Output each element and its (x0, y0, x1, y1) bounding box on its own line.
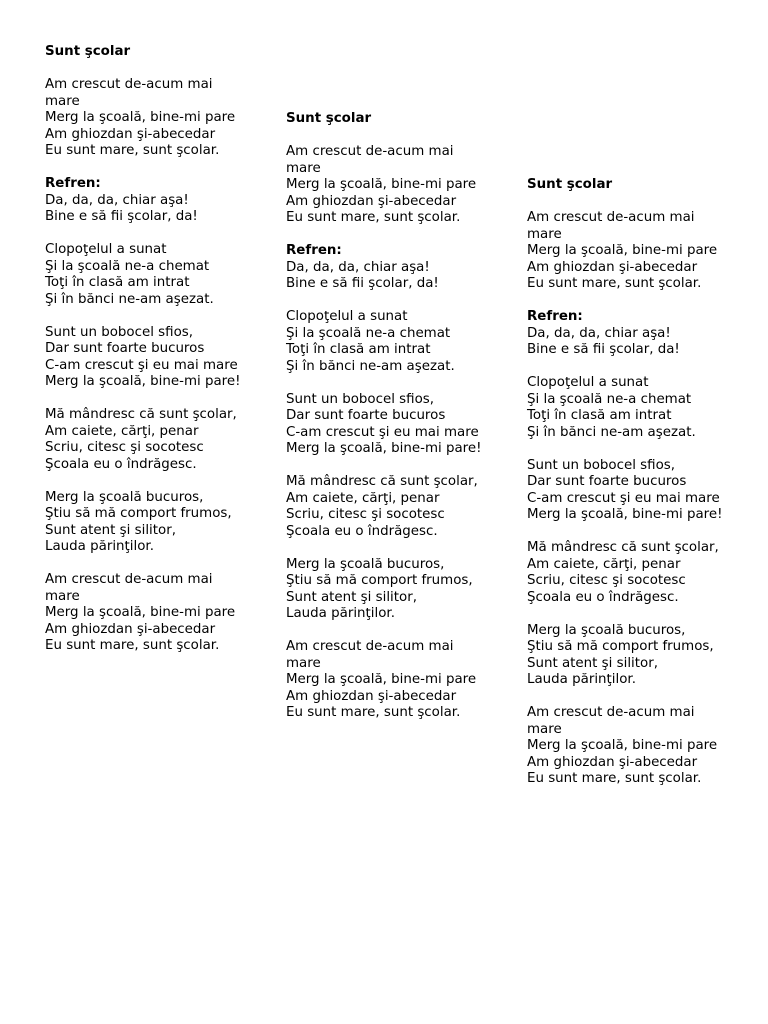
verse-line: Eu sunt mare, sunt şcolar. (286, 705, 461, 720)
stanza (45, 490, 245, 556)
verse-line: Am crescut de-acum mai mare (45, 572, 213, 604)
stanza (286, 243, 486, 293)
verse-line: Da, da, da, chiar aşa! (286, 259, 430, 275)
verse-line: Bine e să fii şcolar, da! (527, 342, 680, 357)
verse-line: Am caiete, cărţi, penar (45, 423, 199, 439)
stanza-list (45, 77, 245, 655)
poem-title: Sunt şcolar (286, 111, 372, 126)
verse-line: Şcoala eu o îndrăgesc. (45, 456, 197, 472)
verse-line: Bine e să fii şcolar, da! (45, 209, 198, 224)
verse-line: Merg la şcoală, bine-mi pare (45, 605, 236, 620)
verse-line: Lauda părinţilor. (527, 672, 636, 687)
stanza (45, 176, 245, 226)
stanza (527, 458, 727, 524)
stanza (45, 77, 245, 160)
verse-line: Da, da, da, chiar aşa! (45, 192, 189, 208)
verse-line: Merg la şcoală, bine-mi pare (286, 177, 477, 192)
verse-line: Sunt un bobocel sfios, (45, 324, 194, 340)
verse-line: Şcoala eu o îndrăgesc. (527, 589, 679, 605)
verse-line: Şcoala eu o îndrăgesc. (286, 523, 438, 539)
poem-title: Sunt şcolar (45, 44, 131, 59)
verse-line: Merg la şcoală bucuros, (45, 489, 204, 505)
verse-line: Merg la şcoală, bine-mi pare! (286, 441, 482, 456)
verse-line: Şi în bănci ne-am aşezat. (286, 358, 455, 374)
verse-line: Ştiu să mă comport frumos, (286, 573, 473, 588)
verse-line: Scriu, citesc şi socotesc (527, 573, 686, 588)
verse-line: Scriu, citesc şi socotesc (286, 507, 445, 522)
refrain-label: Refren: (45, 176, 101, 191)
verse-line: Am crescut de-acum mai mare (527, 705, 695, 737)
verse-line: Clopoţelul a sunat (286, 309, 408, 324)
stanza (45, 572, 245, 655)
stanza (527, 375, 727, 441)
verse-line: Merg la şcoală bucuros, (286, 556, 445, 572)
verse-line: Sunt atent şi silitor, (45, 522, 176, 538)
verse-line: Eu sunt mare, sunt şcolar. (527, 276, 702, 291)
poem-column-3 (527, 177, 727, 788)
verse-line: Merg la şcoală, bine-mi pare! (527, 507, 723, 522)
refrain-label: Refren: (286, 243, 342, 258)
verse-line: Am ghiozdan şi-abecedar (286, 688, 457, 704)
verse-line: Am ghiozdan şi-abecedar (45, 126, 216, 142)
verse-line: Am crescut de-acum mai mare (286, 639, 454, 671)
stanza (45, 242, 245, 308)
verse-line: Şi în bănci ne-am aşezat. (45, 291, 214, 307)
verse-line: Am ghiozdan şi-abecedar (527, 754, 698, 770)
verse-line: Sunt atent şi silitor, (286, 589, 417, 605)
stanza (45, 407, 245, 473)
verse-line: Şi la şcoală ne-a chemat (527, 391, 692, 407)
stanza (527, 705, 727, 788)
verse-line: Am crescut de-acum mai mare (527, 210, 695, 242)
verse-line: Eu sunt mare, sunt şcolar. (527, 771, 702, 786)
verse-line: Am crescut de-acum mai mare (286, 144, 454, 176)
verse-line: C-am crescut şi eu mai mare (286, 424, 479, 440)
stanza (286, 639, 486, 722)
verse-line: Mă mândresc că sunt şcolar, (286, 474, 478, 489)
verse-line: Merg la şcoală, bine-mi pare (527, 243, 718, 258)
verse-line: Merg la şcoală, bine-mi pare (527, 738, 718, 753)
stanza (286, 392, 486, 458)
verse-line: Şi în bănci ne-am aşezat. (527, 424, 696, 440)
verse-line: Mă mândresc că sunt şcolar, (45, 407, 237, 422)
verse-line: Da, da, da, chiar aşa! (527, 325, 671, 341)
verse-line: Am caiete, cărţi, penar (286, 490, 440, 506)
verse-line: Am ghiozdan şi-abecedar (286, 193, 457, 209)
stanza (286, 474, 486, 540)
poem-title: Sunt şcolar (527, 177, 613, 192)
verse-line: C-am crescut şi eu mai mare (45, 357, 238, 373)
verse-line: Toţi în clasă am intrat (45, 275, 190, 290)
verse-line: Am ghiozdan şi-abecedar (527, 259, 698, 275)
verse-line: Eu sunt mare, sunt şcolar. (45, 143, 220, 158)
stanza-list (527, 210, 727, 788)
stanza (286, 557, 486, 623)
verse-line: Am crescut de-acum mai mare (45, 77, 213, 109)
stanza-list (286, 144, 486, 722)
verse-line: Clopoţelul a sunat (527, 375, 649, 390)
verse-line: Toţi în clasă am intrat (286, 342, 431, 357)
stanza (527, 540, 727, 606)
stanza (286, 144, 486, 227)
verse-line: Lauda părinţilor. (286, 606, 395, 621)
poem-column-1 (45, 44, 245, 655)
verse-line: Merg la şcoală, bine-mi pare! (45, 374, 241, 389)
verse-line: Sunt un bobocel sfios, (286, 391, 435, 407)
verse-line: Eu sunt mare, sunt şcolar. (286, 210, 461, 225)
verse-line: Dar sunt foarte bucuros (527, 474, 687, 489)
verse-line: Mă mândresc că sunt şcolar, (527, 540, 719, 555)
stanza (45, 325, 245, 391)
verse-line: Dar sunt foarte bucuros (286, 408, 446, 423)
stanza (286, 309, 486, 375)
refrain-label: Refren: (527, 309, 583, 324)
verse-line: Merg la şcoală, bine-mi pare (45, 110, 236, 125)
verse-line: Eu sunt mare, sunt şcolar. (45, 638, 220, 653)
verse-line: Am caiete, cărţi, penar (527, 556, 681, 572)
verse-line: Bine e să fii şcolar, da! (286, 276, 439, 291)
stanza (527, 309, 727, 359)
verse-line: Ştiu să mă comport frumos, (527, 639, 714, 654)
poem-column-2 (286, 111, 486, 722)
verse-line: C-am crescut şi eu mai mare (527, 490, 720, 506)
verse-line: Merg la şcoală, bine-mi pare (286, 672, 477, 687)
stanza (527, 210, 727, 293)
verse-line: Şi la şcoală ne-a chemat (286, 325, 451, 341)
verse-line: Merg la şcoală bucuros, (527, 622, 686, 638)
verse-line: Am ghiozdan şi-abecedar (45, 621, 216, 637)
verse-line: Toţi în clasă am intrat (527, 408, 672, 423)
stanza (527, 623, 727, 689)
verse-line: Sunt atent şi silitor, (527, 655, 658, 671)
verse-line: Ştiu să mă comport frumos, (45, 506, 232, 521)
verse-line: Lauda părinţilor. (45, 539, 154, 554)
verse-line: Clopoţelul a sunat (45, 242, 167, 257)
verse-line: Şi la şcoală ne-a chemat (45, 258, 210, 274)
verse-line: Sunt un bobocel sfios, (527, 457, 676, 473)
verse-line: Scriu, citesc şi socotesc (45, 440, 204, 455)
verse-line: Dar sunt foarte bucuros (45, 341, 205, 356)
